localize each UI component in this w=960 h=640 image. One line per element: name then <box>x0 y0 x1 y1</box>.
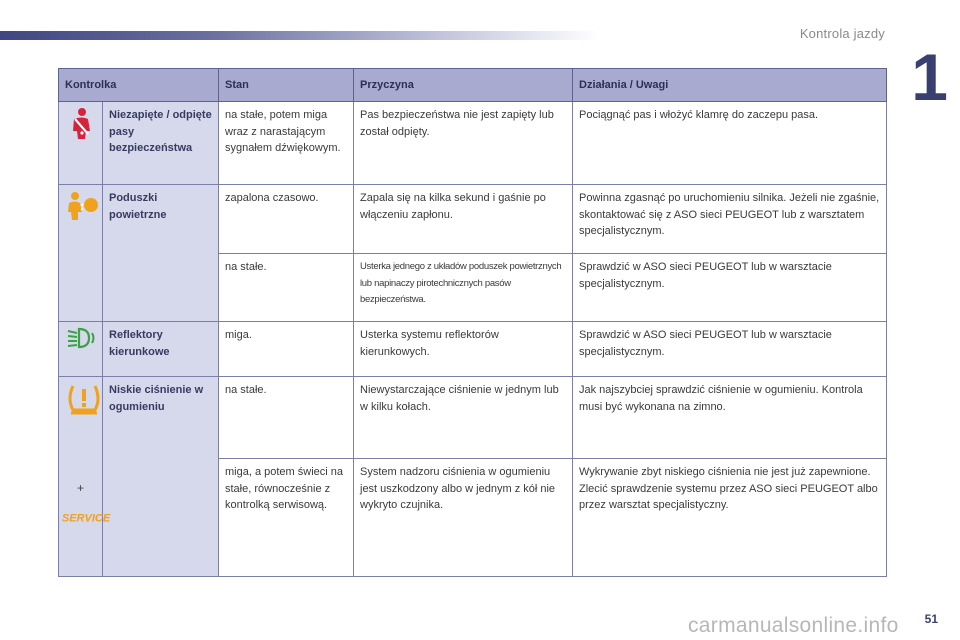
table-row <box>59 322 887 377</box>
table-row <box>59 102 887 185</box>
action-cell: Powinna zgasnąć po uruchomieniu silnika. Jeżeli nie zgaśnie, skontaktować się z ASO sieci PEUGEOT lub z warsztatem specjalistycznym. <box>573 185 887 254</box>
headlamp-icon <box>65 327 99 349</box>
column-header-dzialania: Działania / Uwagi <box>573 69 887 102</box>
warning-name: Poduszki powietrzne <box>103 185 219 322</box>
cause-cell: Zapala się na kilka sekund i gaśnie po włączeniu zapłonu. <box>354 185 573 254</box>
state-cell: na stałe. <box>219 254 354 322</box>
column-header-stan: Stan <box>219 69 354 102</box>
tyre-pressure-icon <box>65 382 103 416</box>
icon-cell <box>59 377 111 577</box>
page-number: 51 <box>924 612 938 626</box>
top-gradient-bar <box>0 31 600 40</box>
svg-text:SERVICE: SERVICE <box>61 512 111 525</box>
table-row <box>59 185 887 254</box>
cause-cell: Pas bezpieczeństwa nie jest zapięty lub został odpięty. <box>354 102 573 185</box>
state-cell: na stałe. <box>219 377 354 459</box>
action-line: Zlecić sprawdzenie systemu przez ASO sieci PEUGEOT albo przez warsztat specjalistyczny. <box>579 482 878 511</box>
icon-cell <box>59 102 103 185</box>
table-header-row <box>59 69 887 102</box>
airbag-icon <box>65 190 99 222</box>
action-line: Wykrywanie zbyt niskiego ciśnienia nie jest już zapewnione. <box>579 466 871 478</box>
icon-cell <box>59 185 103 322</box>
cause-cell: Niewystarczające ciśnienie w jednym lub w kilku kołach. <box>354 377 573 459</box>
warning-name: Reflektory kierunkowe <box>103 322 219 377</box>
action-cell: Sprawdzić w ASO sieci PEUGEOT lub w warsztacie specjalistycznym. <box>573 254 887 322</box>
action-cell: Sprawdzić w ASO sieci PEUGEOT lub w warsztacie specjalistycznym. <box>573 322 887 377</box>
warning-name: Niskie ciśnienie w ogumieniu <box>103 377 219 577</box>
watermark: carmanualsonline.info <box>688 614 899 637</box>
column-header-przyczyna: Przyczyna <box>354 69 573 102</box>
action-cell: Pociągnąć pas i włożyć klamrę do zaczepu pasa. <box>573 102 887 185</box>
service-icon <box>61 510 111 525</box>
section-title: Kontrola jazdy <box>799 26 885 41</box>
state-cell: miga. <box>219 322 354 377</box>
cause-cell: Usterka jednego z układów poduszek powietrznych lub napinaczy pirotechnicznych pasów bezpieczeństwa. <box>354 254 573 322</box>
seatbelt-icon <box>66 107 96 141</box>
state-cell: zapalona czasowo. <box>219 185 354 254</box>
cause-cell: Usterka systemu reflektorów kierunkowych. <box>354 322 573 377</box>
table-row <box>59 377 887 459</box>
action-cell: Jak najszybciej sprawdzić ciśnienie w ogumieniu. Kontrola musi być wykonana na zimno. <box>573 377 887 459</box>
warning-name: Niezapięte / odpięte pasy bezpieczeństwa <box>103 102 219 185</box>
warning-lights-table <box>58 68 887 577</box>
column-header-kontrolka: Kontrolka <box>59 69 219 102</box>
cause-cell: System nadzoru ciśnienia w ogumieniu jest uszkodzony albo w jednym z kół nie wykryto czujnika. <box>354 459 573 577</box>
chapter-number: 1 <box>911 40 948 114</box>
state-cell: na stałe, potem miga wraz z narastającym sygnałem dźwiękowym. <box>219 102 354 185</box>
action-cell <box>573 459 887 577</box>
icon-cell <box>59 322 103 377</box>
plus-sign: + <box>76 480 84 495</box>
state-cell: miga, a potem świeci na stałe, równocześnie z kontrolką serwisową. <box>219 459 354 577</box>
